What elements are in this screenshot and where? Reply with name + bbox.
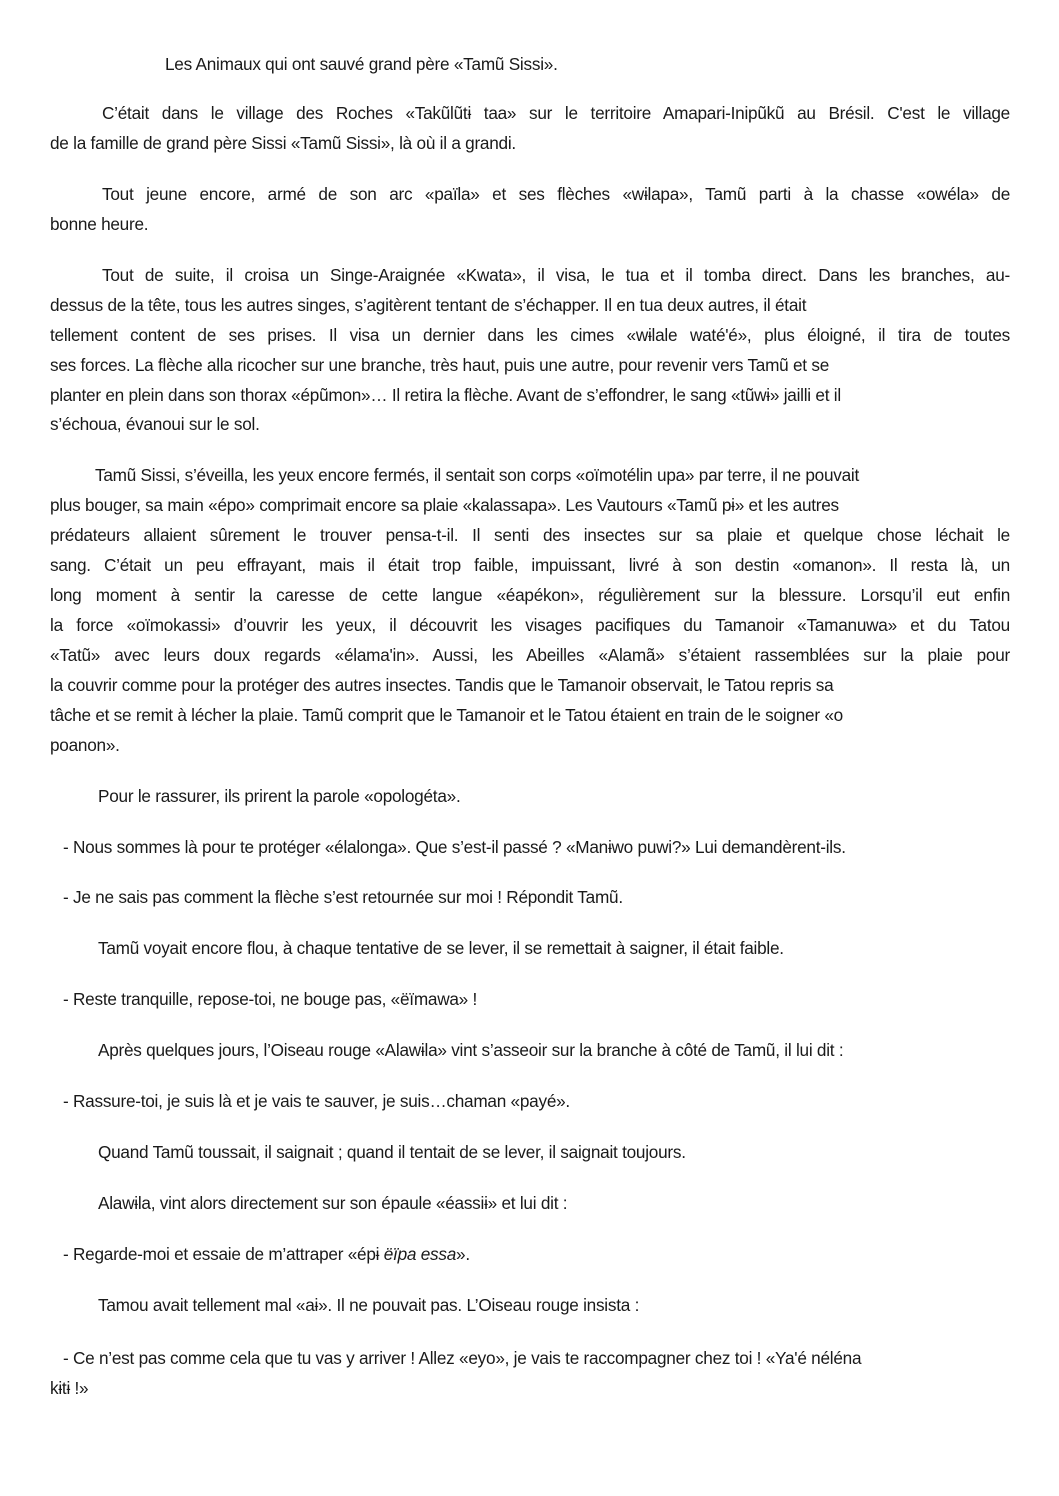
paragraph-line: planter en plein dans son thorax «épũmon»… Il retira la flèche. Avant de s’effondrer, le sang «tũwɨ» jailli et il <box>50 385 841 405</box>
paragraph-line: plus bouger, sa main «épo» comprimait encore sa plaie «kalassapa». Les Vautours «Tamũ pɨ» et les autres <box>50 495 839 515</box>
paragraph-line: Tout jeune encore, armé de son arc «païla» et ses flèches «wɨlapa», Tamũ parti à la chasse «owéla» de <box>102 184 1010 204</box>
paragraph-line: tâche et se remit à lécher la plaie. Tamũ comprit que le Tamanoir et le Tatou étaient en train de le soigner «o <box>50 705 843 725</box>
dialogue-line: - Reste tranquille, repose-toi, ne bouge pas, «ëïmawa» ! <box>63 989 478 1009</box>
paragraph-line: C’était dans le village des Roches «Takũlũtɨ taa» sur le territoire Amapari-Inipũkũ au Brésil. C'est le village <box>102 103 1010 123</box>
paragraph-line: Tout de suite, il croisa un Singe-Araignée «Kwata», il visa, le tua et il tomba direct. Dans les branches, au- <box>102 265 1010 285</box>
paragraph-line: prédateurs allaient sûrement le trouver pensa-t-il. Il senti des insectes sur sa plaie et quelque chose léchait le <box>50 525 1010 545</box>
dialogue-line: - Ce n’est pas comme cela que tu vas y arriver ! Allez «eyo», je vais te raccompagner chez toi ! «Ya'é néléna <box>63 1348 862 1368</box>
document-title: Les Animaux qui ont sauvé grand père «Tamũ Sissi». <box>165 54 558 74</box>
dialogue-line: kɨtɨ !» <box>50 1378 89 1398</box>
paragraph-line: poanon». <box>50 735 120 755</box>
narration-line: Quand Tamũ toussait, il saignait ; quand il tentait de se lever, il saignait toujours. <box>98 1142 686 1162</box>
paragraph-line: sang. C’était un peu effrayant, mais il était trop faible, impuissant, livré à son destin «omanon». Il resta là, un <box>50 555 1010 575</box>
dialogue-line <box>63 1243 470 1265</box>
narration-line: Pour le rassurer, ils prirent la parole «opologéta». <box>98 786 461 806</box>
paragraph-line: «Tatũ» avec leurs doux regards «élama'in». Aussi, les Abeilles «Alamã» s’étaient rassemblées sur la plaie pour <box>50 645 1010 665</box>
narration-line: Tamou avait tellement mal «aɨ». Il ne pouvait pas. L’Oiseau rouge insista : <box>98 1295 640 1315</box>
dialogue-line: - Rassure-toi, je suis là et je vais te sauver, je suis…chaman «payé». <box>63 1091 570 1111</box>
dialogue-text: - Regarde-moi et essaie de m’attraper «épɨ <box>63 1244 384 1264</box>
paragraph-line: long moment à sentir la caresse de cette langue «éapékon», régulièrement sur la blessure. Lorsqu’il eut enfin <box>50 585 1010 605</box>
narration-line: Après quelques jours, l’Oiseau rouge «Alawɨla» vint s’asseoir sur la branche à côté de Tamũ, il lui dit : <box>98 1040 844 1060</box>
paragraph-line: la couvrir comme pour la protéger des autres insectes. Tandis que le Tamanoir observait, le Tatou repris sa <box>50 675 834 695</box>
dialogue-line: - Je ne sais pas comment la flèche s’est retournée sur moi ! Répondit Tamũ. <box>63 887 623 907</box>
paragraph-line: la force «oïmokassi» d’ouvrir les yeux, il découvrit les visages pacifiques du Tamanoir «Tamanuwa» et du Tatou <box>50 615 1010 635</box>
paragraph-line: s’échoua, évanoui sur le sol. <box>50 414 260 434</box>
paragraph-line: Tamũ Sissi, s’éveilla, les yeux encore fermés, il sentait son corps «oïmotélin upa» par terre, il ne pouvait <box>95 465 860 485</box>
dialogue-line: - Nous sommes là pour te protéger «élalonga». Que s’est-il passé ? «Manɨwo puwi?» Lui demandèrent-ils. <box>63 837 846 857</box>
paragraph-line: ses forces. La flèche alla ricocher sur une branche, très haut, puis une autre, pour revenir vers Tamũ et se <box>50 355 830 375</box>
paragraph-line: tellement content de ses prises. Il visa un dernier dans les cimes «wɨlale waté'é», plus éloigné, il tira de toutes <box>50 325 1010 345</box>
paragraph-line: dessus de la tête, tous les autres singes, s’agitèrent tentant de s’échapper. Il en tua deux autres, il était <box>50 295 807 315</box>
paragraph-line: de la famille de grand père Sissi «Tamũ Sissi», là où il a grandi. <box>50 133 516 153</box>
narration-line: Tamũ voyait encore flou, à chaque tentative de se lever, il se remettait à saigner, il était faible. <box>98 938 784 958</box>
dialogue-italic-text: ëïpa essa <box>383 1244 457 1264</box>
dialogue-text: ». <box>456 1244 470 1264</box>
narration-line: Alawɨla, vint alors directement sur son épaule «éassiɨ» et lui dit : <box>98 1193 568 1213</box>
paragraph-line: bonne heure. <box>50 214 149 234</box>
